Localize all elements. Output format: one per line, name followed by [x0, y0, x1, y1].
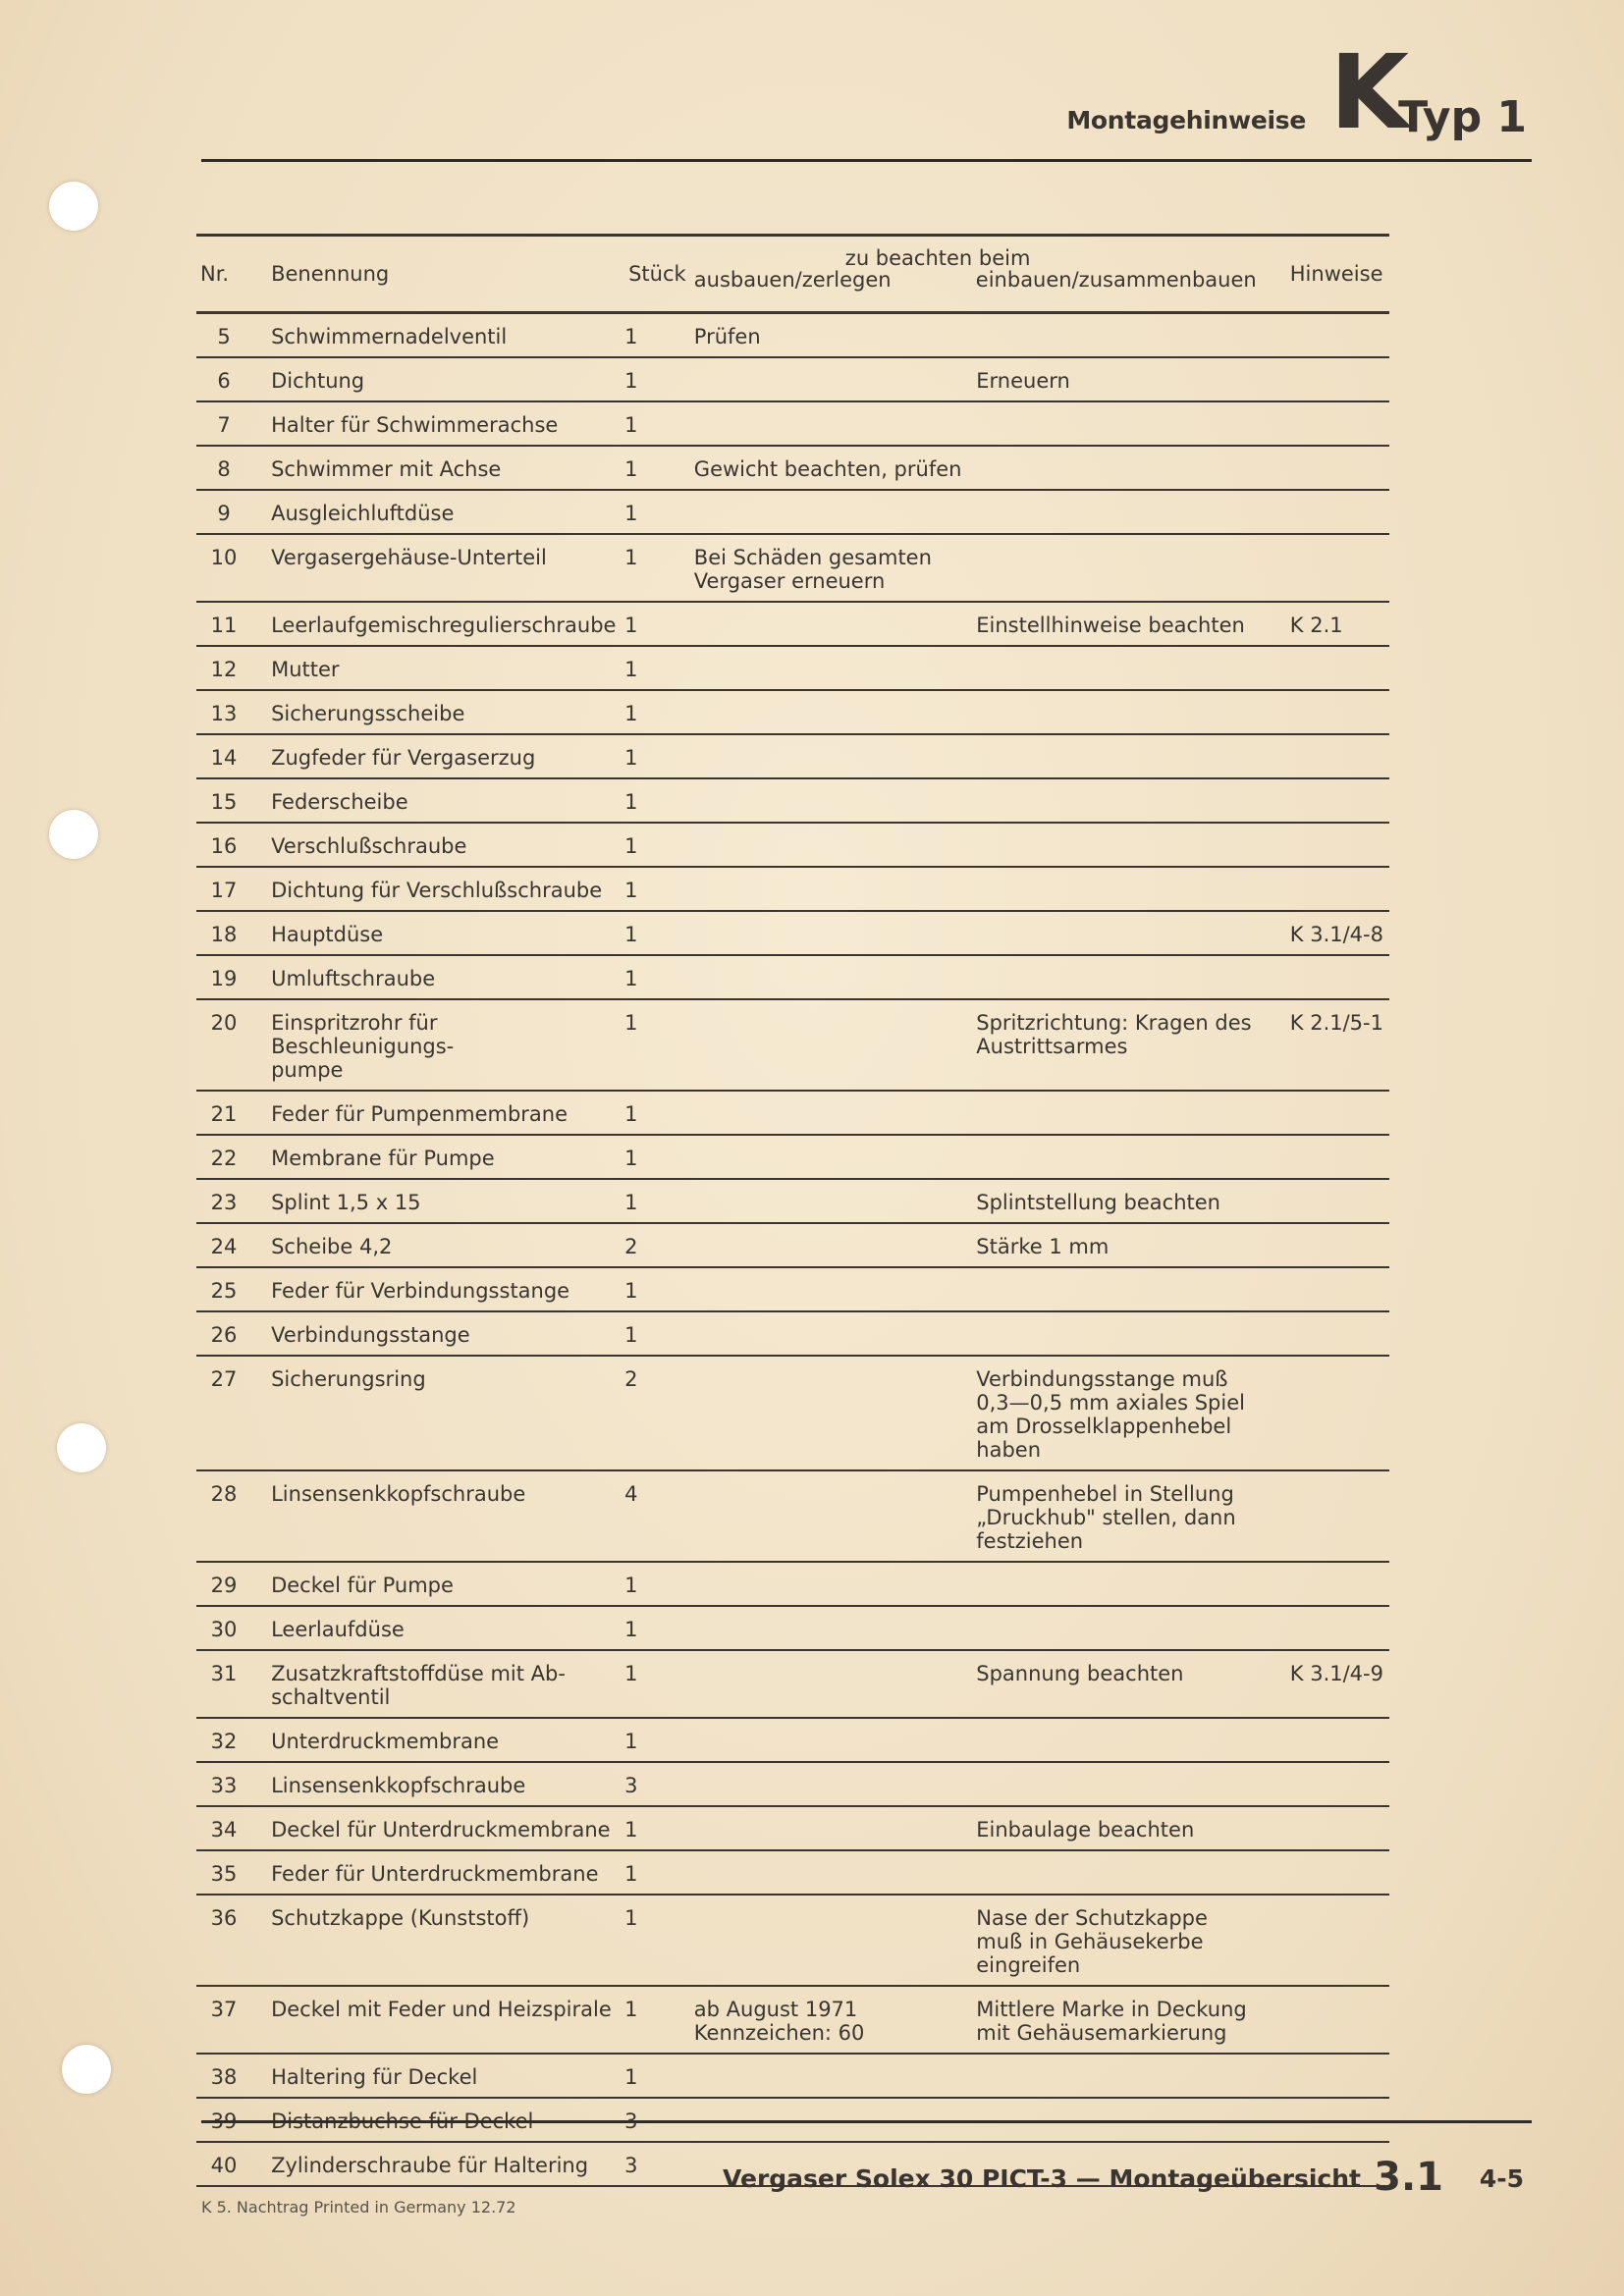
row-in [972, 1850, 1271, 1895]
row-name: Feder für Pumpenmembrane [251, 1091, 621, 1135]
section-number: 3.1 [1374, 2155, 1443, 2200]
row-name: Haltering für Deckel [251, 2054, 621, 2098]
row-hinweis [1271, 1718, 1389, 1762]
row-nr: 14 [196, 734, 251, 778]
row-hinweis [1271, 357, 1389, 401]
row-out [690, 1356, 972, 1470]
vehicle-type: Typ 1 [1398, 92, 1527, 142]
row-qty: 1 [621, 690, 690, 734]
row-name: Unterdruckmembrane [251, 1718, 621, 1762]
row-out [690, 1806, 972, 1850]
row-qty: 1 [621, 602, 690, 646]
row-name: Leerlaufgemischregulierschraube [251, 602, 621, 646]
column-hin: Hinweise [1271, 236, 1389, 313]
row-name: Zugfeder für Vergaserzug [251, 734, 621, 778]
row-out [690, 401, 972, 446]
page-number: 4-5 [1479, 2164, 1524, 2193]
row-nr: 40 [196, 2142, 251, 2186]
row-in [972, 401, 1271, 446]
row-out [690, 357, 972, 401]
row-nr: 38 [196, 2054, 251, 2098]
row-in: Verbindungsstange muß 0,3—0,5 mm axiales Spiel am Drosselklappenhebel haben [972, 1356, 1271, 1470]
row-hinweis [1271, 823, 1389, 867]
row-out [690, 778, 972, 823]
row-qty: 1 [621, 1806, 690, 1850]
row-name: Linsensenkkopfschraube [251, 1762, 621, 1806]
row-out [690, 1850, 972, 1895]
row-out [690, 646, 972, 690]
row-nr: 33 [196, 1762, 251, 1806]
row-nr: 36 [196, 1895, 251, 1986]
page-header [201, 32, 1532, 162]
row-nr: 34 [196, 1806, 251, 1850]
row-name: Sicherungsscheibe [251, 690, 621, 734]
row-hinweis [1271, 1267, 1389, 1311]
row-out [690, 690, 972, 734]
row-nr: 11 [196, 602, 251, 646]
column-qty: Stück [621, 236, 690, 313]
row-hinweis [1271, 2054, 1389, 2098]
table-row [196, 1650, 1389, 1718]
row-nr: 16 [196, 823, 251, 867]
column-out: ausbauen/zerlegen [693, 268, 892, 292]
table-row [196, 1135, 1389, 1179]
row-out [690, 2054, 972, 2098]
row-in: Spritzrichtung: Kragen des Austrittsarmes [972, 999, 1271, 1091]
row-name: Zylinderschraube für Haltering [251, 2142, 621, 2186]
table-row [196, 911, 1389, 955]
row-nr: 35 [196, 1850, 251, 1895]
page-footer [201, 2120, 1532, 2221]
row-in [972, 1091, 1271, 1135]
row-qty: 2 [621, 1223, 690, 1267]
row-qty: 3 [621, 2098, 690, 2142]
table-row [196, 602, 1389, 646]
row-out [690, 1223, 972, 1267]
row-name: Linsensenkkopfschraube [251, 1470, 621, 1562]
row-nr: 7 [196, 401, 251, 446]
row-out [690, 1470, 972, 1562]
row-hinweis [1271, 1311, 1389, 1356]
row-hinweis [1271, 867, 1389, 911]
row-hinweis [1271, 1470, 1389, 1562]
row-in [972, 534, 1271, 602]
row-qty: 1 [621, 1650, 690, 1718]
table-row [196, 1762, 1389, 1806]
row-qty: 1 [621, 1986, 690, 2054]
row-name: Feder für Unterdruckmembrane [251, 1850, 621, 1895]
parts-table [196, 234, 1389, 2187]
row-qty: 1 [621, 1606, 690, 1650]
row-nr: 12 [196, 646, 251, 690]
row-qty: 1 [621, 1562, 690, 1606]
punch-hole [49, 810, 98, 859]
row-nr: 27 [196, 1356, 251, 1470]
row-nr: 20 [196, 999, 251, 1091]
row-hinweis [1271, 1806, 1389, 1850]
row-hinweis [1271, 1179, 1389, 1223]
table-header-row [196, 236, 1389, 313]
row-name: Deckel mit Feder und Heizspirale [251, 1986, 621, 2054]
row-qty: 1 [621, 1091, 690, 1135]
row-qty: 1 [621, 999, 690, 1091]
table-row [196, 955, 1389, 999]
row-out: ab August 1971 Kennzeichen: 60 [690, 1986, 972, 2054]
row-hinweis [1271, 646, 1389, 690]
row-name: Deckel für Pumpe [251, 1562, 621, 1606]
row-qty: 1 [621, 911, 690, 955]
row-qty: 3 [621, 2142, 690, 2186]
row-in [972, 1718, 1271, 1762]
row-qty: 1 [621, 446, 690, 490]
row-nr: 31 [196, 1650, 251, 1718]
table-row [196, 1091, 1389, 1135]
row-in: Nase der Schutzkappe muß in Gehäusekerbe eingreifen [972, 1895, 1271, 1986]
row-out [690, 867, 972, 911]
row-nr: 23 [196, 1179, 251, 1223]
row-in [972, 2054, 1271, 2098]
row-out [690, 955, 972, 999]
row-in [972, 1562, 1271, 1606]
row-out: Gewicht beachten, prüfen [690, 446, 972, 490]
row-nr: 6 [196, 357, 251, 401]
row-nr: 37 [196, 1986, 251, 2054]
row-out: Prüfen [690, 313, 972, 358]
row-name: Deckel für Unterdruckmembrane [251, 1806, 621, 1850]
row-in: Stärke 1 mm [972, 1223, 1271, 1267]
punch-hole [49, 182, 98, 231]
row-in: Pumpenhebel in Stellung „Druckhub" stellen, dann festziehen [972, 1470, 1271, 1562]
table-row [196, 490, 1389, 534]
row-in [972, 1267, 1271, 1311]
row-hinweis [1271, 955, 1389, 999]
column-name: Benennung [251, 236, 621, 313]
row-in [972, 955, 1271, 999]
row-out [690, 1718, 972, 1762]
row-in [972, 690, 1271, 734]
row-name: Einspritzrohr für Beschleunigungs- pumpe [251, 999, 621, 1091]
row-nr: 28 [196, 1470, 251, 1562]
row-in: Einbaulage beachten [972, 1806, 1271, 1850]
row-nr: 19 [196, 955, 251, 999]
row-in [972, 446, 1271, 490]
row-name: Feder für Verbindungsstange [251, 1267, 621, 1311]
table-row [196, 1718, 1389, 1762]
table-row [196, 867, 1389, 911]
row-qty: 1 [621, 1311, 690, 1356]
row-qty: 1 [621, 734, 690, 778]
row-name: Zusatzkraftstoffdüse mit Ab- schaltventil [251, 1650, 621, 1718]
row-hinweis [1271, 1850, 1389, 1895]
punch-hole [62, 2045, 111, 2094]
row-in: Spannung beachten [972, 1650, 1271, 1718]
row-nr: 17 [196, 867, 251, 911]
row-hinweis [1271, 1135, 1389, 1179]
row-name: Membrane für Pumpe [251, 1135, 621, 1179]
row-name: Dichtung für Verschlußschraube [251, 867, 621, 911]
row-hinweis [1271, 534, 1389, 602]
table-row [196, 1356, 1389, 1470]
row-qty: 1 [621, 1179, 690, 1223]
row-in [972, 867, 1271, 911]
column-in: einbauen/zusammenbauen [975, 268, 1257, 292]
row-in: Erneuern [972, 357, 1271, 401]
row-hinweis: K 3.1/4-8 [1271, 911, 1389, 955]
row-nr: 15 [196, 778, 251, 823]
row-hinweis [1271, 1223, 1389, 1267]
row-in [972, 313, 1271, 358]
row-hinweis [1271, 1562, 1389, 1606]
row-qty: 1 [621, 534, 690, 602]
row-nr: 24 [196, 1223, 251, 1267]
row-name: Leerlaufdüse [251, 1606, 621, 1650]
row-qty: 1 [621, 1718, 690, 1762]
row-name: Verbindungsstange [251, 1311, 621, 1356]
row-qty: 4 [621, 1470, 690, 1562]
row-name: Federscheibe [251, 778, 621, 823]
column-group-notes [690, 236, 1271, 313]
row-qty: 1 [621, 1135, 690, 1179]
row-in [972, 1762, 1271, 1806]
row-nr: 26 [196, 1311, 251, 1356]
row-name: Distanzbuchse für Deckel [251, 2098, 621, 2142]
header-label: Montagehinweise [1066, 106, 1306, 134]
table-row [196, 1311, 1389, 1356]
row-qty: 1 [621, 867, 690, 911]
table-row [196, 778, 1389, 823]
row-qty: 1 [621, 313, 690, 358]
chapter-letter: K [1329, 32, 1409, 152]
row-hinweis: K 2.1/5-1 [1271, 999, 1389, 1091]
row-out [690, 1179, 972, 1223]
row-name: Dichtung [251, 357, 621, 401]
row-out [690, 1091, 972, 1135]
row-hinweis [1271, 313, 1389, 358]
row-nr: 32 [196, 1718, 251, 1762]
row-nr: 10 [196, 534, 251, 602]
row-nr: 5 [196, 313, 251, 358]
row-hinweis: K 3.1/4-9 [1271, 1650, 1389, 1718]
row-name: Hauptdüse [251, 911, 621, 955]
row-in [972, 1311, 1271, 1356]
row-name: Schutzkappe (Kunststoff) [251, 1895, 621, 1986]
row-qty: 1 [621, 490, 690, 534]
row-out [690, 1562, 972, 1606]
row-hinweis [1271, 1986, 1389, 2054]
row-out [690, 734, 972, 778]
table-row [196, 1806, 1389, 1850]
row-qty: 1 [621, 955, 690, 999]
row-hinweis [1271, 778, 1389, 823]
row-hinweis [1271, 690, 1389, 734]
row-nr: 8 [196, 446, 251, 490]
row-nr: 18 [196, 911, 251, 955]
row-out [690, 602, 972, 646]
row-in [972, 823, 1271, 867]
row-name: Mutter [251, 646, 621, 690]
row-out [690, 1650, 972, 1718]
table-row [196, 534, 1389, 602]
row-out: Bei Schäden gesamten Vergaser erneuern [690, 534, 972, 602]
row-qty: 3 [621, 1762, 690, 1806]
row-qty: 1 [621, 357, 690, 401]
table-row [196, 823, 1389, 867]
row-qty: 2 [621, 1356, 690, 1470]
row-out [690, 823, 972, 867]
row-nr: 39 [196, 2098, 251, 2142]
table-row [196, 1179, 1389, 1223]
row-in [972, 490, 1271, 534]
row-qty: 1 [621, 401, 690, 446]
table-row [196, 446, 1389, 490]
row-out [690, 1311, 972, 1356]
row-hinweis [1271, 734, 1389, 778]
row-out [690, 999, 972, 1091]
row-out [690, 1606, 972, 1650]
row-hinweis [1271, 1895, 1389, 1986]
row-name: Vergasergehäuse-Unterteil [251, 534, 621, 602]
row-hinweis [1271, 1762, 1389, 1806]
row-nr: 29 [196, 1562, 251, 1606]
table-row [196, 1895, 1389, 1986]
table-row [196, 401, 1389, 446]
row-out [690, 1762, 972, 1806]
row-hinweis [1271, 1356, 1389, 1470]
row-out [690, 490, 972, 534]
row-name: Splint 1,5 x 15 [251, 1179, 621, 1223]
row-out [690, 1135, 972, 1179]
column-group-label: zu beachten beim [844, 246, 1031, 270]
row-in: Splintstellung beachten [972, 1179, 1271, 1223]
table-row [196, 1470, 1389, 1562]
row-hinweis [1271, 1091, 1389, 1135]
row-nr: 21 [196, 1091, 251, 1135]
row-nr: 22 [196, 1135, 251, 1179]
row-hinweis [1271, 490, 1389, 534]
row-in: Einstellhinweise beachten [972, 602, 1271, 646]
row-in [972, 734, 1271, 778]
table-row [196, 999, 1389, 1091]
row-hinweis: K 2.1 [1271, 602, 1389, 646]
table-row [196, 1267, 1389, 1311]
table-body [196, 313, 1389, 2187]
row-name: Sicherungsring [251, 1356, 621, 1470]
row-name: Umluftschraube [251, 955, 621, 999]
row-name: Verschlußschraube [251, 823, 621, 867]
table-row [196, 1562, 1389, 1606]
punch-hole [57, 1423, 106, 1472]
row-name: Scheibe 4,2 [251, 1223, 621, 1267]
row-qty: 1 [621, 646, 690, 690]
row-hinweis [1271, 446, 1389, 490]
row-qty: 1 [621, 1850, 690, 1895]
table-row [196, 1223, 1389, 1267]
row-name: Schwimmernadelventil [251, 313, 621, 358]
row-in [972, 911, 1271, 955]
table-row [196, 1606, 1389, 1650]
row-in: Mittlere Marke in Deckung mit Gehäusemarkierung [972, 1986, 1271, 2054]
row-nr: 13 [196, 690, 251, 734]
row-name: Halter für Schwimmerachse [251, 401, 621, 446]
print-info: K 5. Nachtrag Printed in Germany 12.72 [201, 2198, 516, 2216]
row-out [690, 911, 972, 955]
table-row [196, 1850, 1389, 1895]
row-name: Ausgleichluftdüse [251, 490, 621, 534]
row-name: Schwimmer mit Achse [251, 446, 621, 490]
row-qty: 1 [621, 778, 690, 823]
table-row [196, 357, 1389, 401]
table-row [196, 734, 1389, 778]
row-in [972, 646, 1271, 690]
row-out [690, 1267, 972, 1311]
row-qty: 1 [621, 823, 690, 867]
row-qty: 1 [621, 2054, 690, 2098]
row-hinweis [1271, 1606, 1389, 1650]
row-nr: 30 [196, 1606, 251, 1650]
row-nr: 25 [196, 1267, 251, 1311]
row-qty: 1 [621, 1895, 690, 1986]
row-qty: 1 [621, 1267, 690, 1311]
column-nr: Nr. [196, 236, 251, 313]
row-in [972, 1135, 1271, 1179]
row-in [972, 778, 1271, 823]
row-out [690, 1895, 972, 1986]
table-row [196, 313, 1389, 358]
row-nr: 9 [196, 490, 251, 534]
row-hinweis [1271, 401, 1389, 446]
table-row [196, 1986, 1389, 2054]
document-title: Vergaser Solex 30 PICT-3 — Montageübersicht [723, 2164, 1361, 2193]
row-in [972, 1606, 1271, 1650]
table-row [196, 2054, 1389, 2098]
table-row [196, 646, 1389, 690]
table-row [196, 690, 1389, 734]
